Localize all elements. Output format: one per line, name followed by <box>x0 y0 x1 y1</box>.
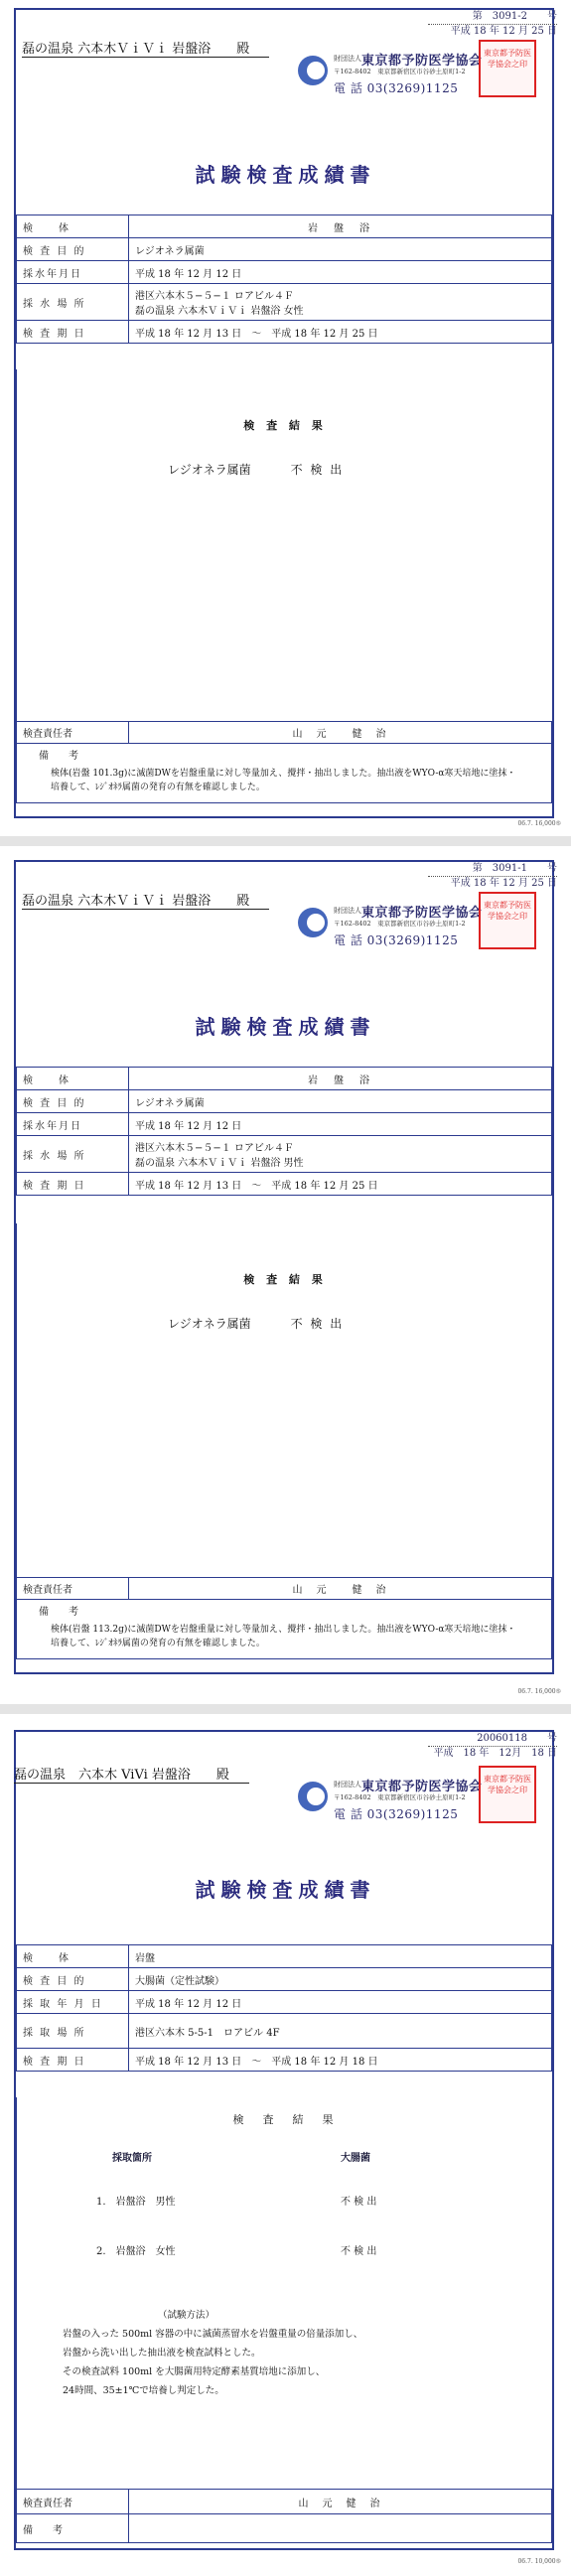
official-seal-stamp: 東京都予防医学協会之印 <box>479 1766 536 1823</box>
footer-code: 06.7. 10,000⑤ <box>517 2558 561 2565</box>
col-header-ecoli: 大腸菌 <box>341 2153 370 2164</box>
info-table: 検 体 岩盤 検 査 目 的 大腸菌（定性試験） 採 取 年 月 日 平成 18 年 12 月 12 日 採 取 場 所 港区六本木 5-5-1 ロアビル 4F 検 査 期 日 平成 18 年 12 月 13 日 〜 平成 18 年 12 月 18 日 <box>16 1944 552 2072</box>
issuer-block: 財団法人 東京都予防医学協会 〒162-8402 東京都新宿区市谷砂土原町1-2 電 話 03(3269)1125 東京都予防医学協会之印 <box>298 902 546 961</box>
result-place: 1. 岩盤浴 男性 <box>96 2197 176 2208</box>
footer-code: 06.7. 16,000⑤ <box>517 820 561 827</box>
result-line: レジオネラ属菌 不 検 出 <box>168 463 345 477</box>
report-number: 20060118 号 平成 18 年 12月 18 日 <box>428 1732 557 1761</box>
report-page-3 <box>0 1718 571 2576</box>
info-table: 検 体 岩 盤 浴 検 査 目 的 レジオネラ属菌 採水年月日 平成 18 年 12 月 12 日 採 水 場 所 港区六本木５−５−１ ロアビル４Ｆ 磊の温泉 六本木ＶｉＶｉ 岩盤浴 女性 検 査 期 日 平成 18 年 12 月 13 日 〜 平成 18 年 12 月 25 日 <box>16 215 552 344</box>
issuer-name: 東京都予防医学協会 <box>361 54 483 69</box>
signoff-table: 検査責任者 山 元 健 治 備 考 検体(岩盤 113.2g)に滅菌DWを岩盤重量に対し等量加え、攪拌・抽出しました。抽出液をWYO-α寒天培地に塗抹・培養して、ﾚｼﾞｵﾈﾗ属菌の発育の有無を確認しました。 <box>16 1577 552 1659</box>
inspector-name: 山 元 健 治 <box>129 2490 552 2514</box>
addressee: 磊の温泉 六本木ＶｉＶｉ 岩盤浴 殿 <box>22 890 269 910</box>
organization-logo-icon <box>298 908 328 937</box>
footer-code: 06.7. 16,000⑤ <box>517 1688 561 1695</box>
remarks-text <box>129 2514 552 2543</box>
test-method: （試験方法） 岩盤の入った 500ml 容器の中に滅菌蒸留水を岩盤重量の倍量添加し、 岩盤から洗い出した抽出液を検査試料とした。 その検査試料 100ml を大腸菌用特定酵素基質培地に添加し、 24時間、35±1℃で培養し判定した。 <box>63 2310 363 2396</box>
result-place: 2. 岩盤浴 女性 <box>96 2246 176 2257</box>
remarks-text: 検体(岩盤 101.3g)に滅菌DWを岩盤重量に対し等量加え、攪拌・抽出しました。抽出液をWYO-α寒天培地に塗抹・培養して、ﾚｼﾞｵﾈﾗ属菌の発育の有無を確認しました。 <box>51 769 516 792</box>
result-title: 検 査 結 果 <box>232 2113 338 2126</box>
issuer-name: 東京都予防医学協会 <box>361 906 483 921</box>
result-line: レジオネラ属菌 不 検 出 <box>168 1317 345 1331</box>
document-title: 試験検査成績書 <box>195 1878 376 1902</box>
document-title: 試験検査成績書 <box>195 1015 376 1039</box>
col-header-place: 採取箇所 <box>112 2153 152 2164</box>
result-section <box>16 369 554 721</box>
report-page-2 <box>0 852 571 1706</box>
issuer-block: 財団法人 東京都予防医学協会 〒162-8402 東京都新宿区市谷砂土原町1-2 電 話 03(3269)1125 東京都予防医学協会之印 <box>298 1776 546 1835</box>
result-section <box>16 1223 554 1577</box>
issuer-address: 〒162-8402 東京都新宿区市谷砂土原町1-2 <box>334 1793 466 1801</box>
result-section <box>16 2097 554 2489</box>
report-number: 第 3091-1 号 平成 18 年 12 月 25 日 <box>428 862 557 891</box>
issuer-phone: 電 話 03(3269)1125 <box>334 1807 459 1821</box>
organization-logo-icon <box>298 56 328 85</box>
issuer-phone: 電 話 03(3269)1125 <box>334 933 459 947</box>
result-value: 不 検 出 <box>341 2246 377 2257</box>
remarks-text: 検体(岩盤 113.2g)に滅菌DWを岩盤重量に対し等量加え、攪拌・抽出しました。抽出液をWYO-α寒天培地に塗抹・培養して、ﾚｼﾞｵﾈﾗ属菌の発育の有無を確認しました。 <box>51 1625 516 1648</box>
report-number: 第 3091-2 号 平成 18 年 12 月 25 日 <box>428 10 557 39</box>
report-date: 平成 18 年 12月 18 日 <box>433 1748 557 1759</box>
report-page-1 <box>0 0 571 834</box>
addressee: 磊の温泉 六本木 ViVi 岩盤浴 殿 <box>14 1764 249 1784</box>
issuer-name: 東京都予防医学協会 <box>361 1780 483 1794</box>
result-title: 検 査 結 果 <box>243 1273 327 1286</box>
issuer-block: 財団法人 東京都予防医学協会 〒162-8402 東京都新宿区市谷砂土原町1-2 電 話 03(3269)1125 東京都予防医学協会之印 <box>298 50 546 109</box>
signoff-table: 検査責任者 山 元 健 治 備 考 <box>16 2489 552 2543</box>
signoff-table: 検査責任者 山 元 健 治 備 考 検体(岩盤 101.3g)に滅菌DWを岩盤重量に対し等量加え、攪拌・抽出しました。抽出液をWYO-α寒天培地に塗抹・培養して、ﾚｼﾞｵﾈﾗ属菌の発育の有無を確認しました。 <box>16 721 552 803</box>
report-date: 平成 18 年 12 月 25 日 <box>450 26 557 37</box>
official-seal-stamp: 東京都予防医学協会之印 <box>479 40 536 97</box>
page-separator <box>0 1704 571 1714</box>
info-table: 検 体 岩 盤 浴 検 査 目 的 レジオネラ属菌 採水年月日 平成 18 年 12 月 12 日 採 水 場 所 港区六本木５−５−１ ロアビル４Ｆ 磊の温泉 六本木ＶｉＶｉ 岩盤浴 男性 検 査 期 日 平成 18 年 12 月 13 日 〜 平成 18 年 12 月 25 日 <box>16 1067 552 1196</box>
report-date: 平成 18 年 12 月 25 日 <box>450 878 557 889</box>
document-title: 試験検査成績書 <box>195 163 376 187</box>
issuer-phone: 電 話 03(3269)1125 <box>334 81 459 95</box>
result-value: 不 検 出 <box>341 2197 377 2208</box>
issuer-address: 〒162-8402 東京都新宿区市谷砂土原町1-2 <box>334 68 466 75</box>
inspector-name: 山 元 健 治 <box>129 722 552 744</box>
page-separator <box>0 836 571 846</box>
official-seal-stamp: 東京都予防医学協会之印 <box>479 892 536 949</box>
inspector-name: 山 元 健 治 <box>129 1578 552 1600</box>
organization-logo-icon <box>298 1782 328 1811</box>
result-title: 検 査 結 果 <box>243 419 327 432</box>
issuer-address: 〒162-8402 東京都新宿区市谷砂土原町1-2 <box>334 920 466 928</box>
addressee: 磊の温泉 六本木ＶｉＶｉ 岩盤浴 殿 <box>22 38 269 58</box>
